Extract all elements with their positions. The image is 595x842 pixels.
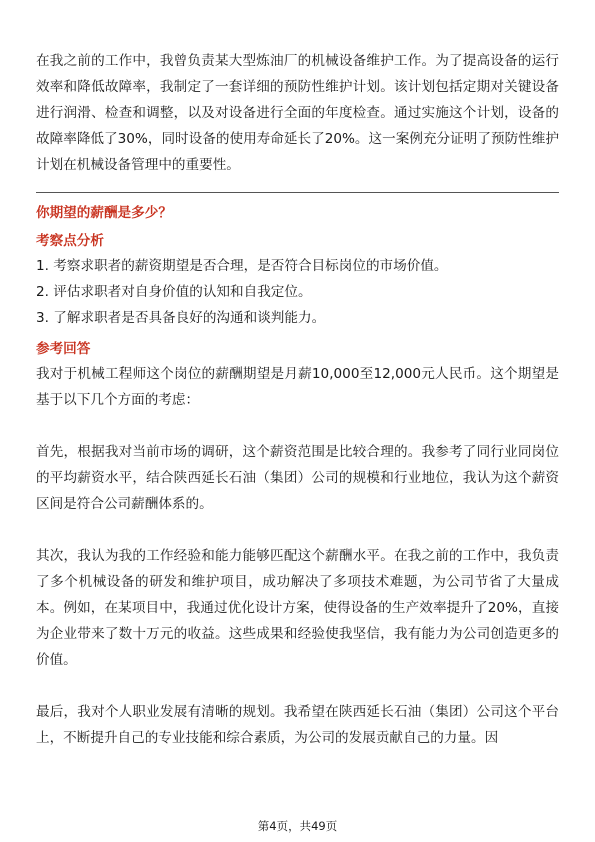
analysis-heading: 考察点分析 <box>36 233 104 249</box>
question-heading: 你期望的薪酬是多少？ <box>36 205 172 221</box>
analysis-item: 3. 了解求职者是否具备良好的沟通和谈判能力。 <box>36 310 326 326</box>
paragraph-gap <box>36 673 559 699</box>
answer-paragraph: 其次，我认为我的工作经验和能力能够匹配这个薪酬水平。在我之前的工作中，我负责了多个机械设备的研发和维护项目，成功解决了多项技术难题，为公司节省了大量成本。例如，在某项目中，我通过优化设计方案，使得设备的生产效率提升了20%，直接为企业带来了数十万元的收益。这些成果和经验使我坚信，我有能力为公司创造更多的价值。 <box>36 548 559 668</box>
analysis-item: 2. 评估求职者对自身价值的认知和自我定位。 <box>36 284 312 300</box>
page-number: 第4页，共49页 <box>257 819 338 833</box>
paragraph-gap <box>36 517 559 543</box>
answer-paragraph: 我对于机械工程师这个岗位的薪酬期望是月薪10,000至12,000元人民币。这个期望是基于以下几个方面的考虑： <box>36 366 559 408</box>
analysis-item: 1. 考察求职者的薪资期望是否合理，是否符合目标岗位的市场价值。 <box>36 258 448 274</box>
answer-paragraph: 最后，我对个人职业发展有清晰的规划。我希望在陕西延长石油（集团）公司这个平台上，不断提升自己的专业技能和综合素质，为公司的发展贡献自己的力量。因 <box>36 704 559 746</box>
answer-heading: 参考回答 <box>36 341 91 357</box>
intro-paragraph: 在我之前的工作中，我曾负责某大型炼油厂的机械设备维护工作。为了提高设备的运行效率和降低故障率，我制定了一套详细的预防性维护计划。该计划包括定期对关键设备进行润滑、检查和调整，以及对设备进行全面的年度检查。通过实施这个计划，设备的故障率降低了30%，同时设备的使用寿命延长了20%。这一案例充分证明了预防性维护计划在机械设备管理中的重要性。 <box>36 53 559 173</box>
document-page <box>36 48 559 751</box>
answer-paragraph: 首先，根据我对当前市场的调研，这个薪资范围是比较合理的。我参考了同行业同岗位的平均薪资水平，结合陕西延长石油（集团）公司的规模和行业地位，我认为这个薪资区间是符合公司薪酬体系的。 <box>36 444 559 512</box>
paragraph-gap <box>36 413 559 439</box>
section-divider <box>36 192 559 193</box>
